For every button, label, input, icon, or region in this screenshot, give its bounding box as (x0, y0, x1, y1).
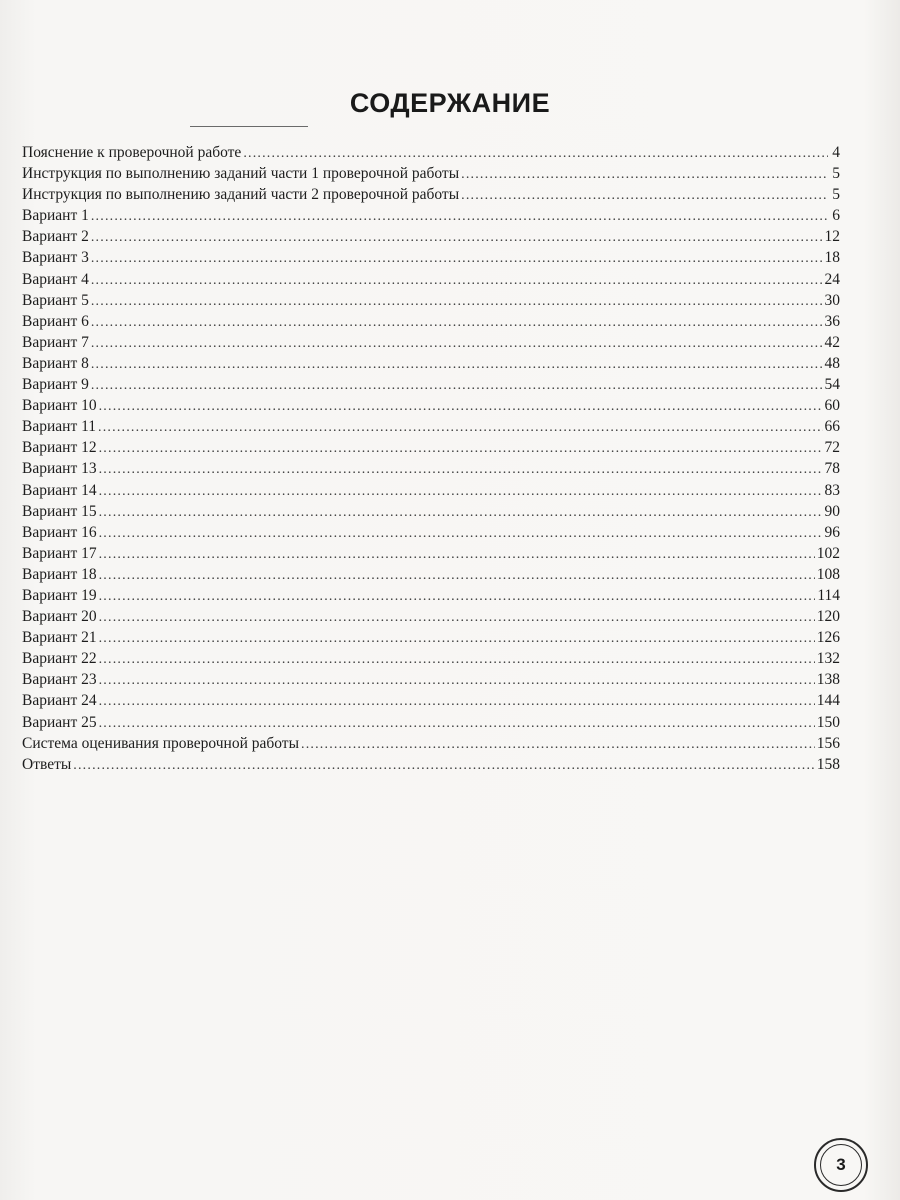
toc-leader-dots (99, 607, 815, 628)
toc-leader-dots (461, 185, 828, 206)
toc-entry[interactable] (22, 163, 840, 184)
toc-leader-dots (99, 396, 823, 417)
toc-leader-dots (73, 755, 814, 776)
toc-entry-page: 66 (824, 418, 840, 436)
toc-entry-label: Вариант 6 (22, 312, 89, 330)
toc-leader-dots (99, 649, 815, 670)
toc-entry[interactable] (22, 395, 840, 416)
toc-leader-dots (91, 206, 828, 227)
toc-entry-page: 108 (816, 565, 840, 583)
toc-entry[interactable] (22, 669, 840, 690)
toc-leader-dots (99, 670, 815, 691)
toc-entry[interactable] (22, 226, 840, 247)
toc-entry-label: Вариант 1 (22, 207, 89, 225)
toc-entry[interactable] (22, 564, 840, 585)
toc-leader-dots (91, 227, 823, 248)
toc-leader-dots (91, 375, 823, 396)
toc-entry-label: Вариант 22 (22, 650, 97, 668)
toc-leader-dots (99, 691, 815, 712)
toc-entry[interactable] (22, 712, 840, 733)
toc-entry[interactable] (22, 332, 840, 353)
toc-entry-page: 126 (816, 629, 840, 647)
toc-entry-page: 158 (816, 755, 840, 773)
toc-entry[interactable] (22, 416, 840, 437)
toc-entry-page: 138 (816, 671, 840, 689)
toc-leader-dots (99, 586, 816, 607)
toc-entry[interactable] (22, 627, 840, 648)
toc-entry[interactable] (22, 458, 840, 479)
toc-entry-page: 72 (824, 439, 840, 457)
toc-entry-label: Вариант 12 (22, 439, 97, 457)
toc-entry-label: Вариант 24 (22, 692, 97, 710)
toc-entry-page: 54 (824, 376, 840, 394)
toc-entry-page: 102 (816, 544, 840, 562)
toc-entry-label: Вариант 16 (22, 523, 97, 541)
toc-entry-label: Вариант 3 (22, 249, 89, 267)
toc-leader-dots (91, 248, 823, 269)
toc-entry[interactable] (22, 501, 840, 522)
toc-entry-label: Ответы (22, 755, 72, 773)
toc-entry-page: 36 (824, 312, 840, 330)
toc-entry-label: Вариант 18 (22, 565, 97, 583)
toc-entry-page: 30 (824, 291, 840, 309)
toc-entry-page: 150 (816, 713, 840, 731)
toc-leader-dots (91, 291, 823, 312)
toc-entry-page: 42 (824, 333, 840, 351)
toc-entry-label: Вариант 9 (22, 376, 89, 394)
toc-entry-label: Вариант 25 (22, 713, 97, 731)
toc-entry-page: 24 (824, 270, 840, 288)
toc-entry[interactable] (22, 522, 840, 543)
toc-entry-page: 90 (824, 502, 840, 520)
toc-entry-label: Вариант 19 (22, 586, 97, 604)
toc-entry-label: Вариант 5 (22, 291, 89, 309)
toc-entry-label: Вариант 8 (22, 354, 89, 372)
toc-entry-label: Вариант 20 (22, 608, 97, 626)
toc-entry[interactable] (22, 353, 840, 374)
toc-entry-page: 144 (816, 692, 840, 710)
toc-entry-label: Вариант 17 (22, 544, 97, 562)
toc-leader-dots (91, 354, 823, 375)
toc-entry-label: Пояснение к проверочной работе (22, 144, 242, 161)
toc-entry-page: 18 (824, 249, 840, 267)
toc-leader-dots (99, 459, 823, 480)
toc-leader-dots (243, 143, 828, 164)
toc-entry-page: 48 (824, 354, 840, 372)
toc-leader-dots (99, 565, 815, 586)
toc-entry-label: Вариант 7 (22, 333, 89, 351)
toc-entry-page: 6 (832, 207, 840, 225)
toc-entry-label: Инструкция по выполнению заданий части 1 проверочной работы (22, 165, 460, 183)
page-title: СОДЕРЖАНИЕ (349, 88, 551, 118)
toc-leader-dots (91, 312, 823, 333)
toc-entry-label: Инструкция по выполнению заданий части 2 проверочной работы (22, 186, 460, 204)
toc-entry[interactable] (22, 648, 840, 669)
toc-entry-label: Вариант 21 (22, 629, 97, 647)
toc-entry[interactable] (22, 247, 840, 268)
page-number-badge (814, 1138, 868, 1192)
toc-entry[interactable] (22, 269, 840, 290)
toc-entry-page: 60 (824, 397, 840, 415)
toc-leader-dots (99, 713, 815, 734)
toc-leader-dots (461, 164, 828, 185)
toc-leader-dots (99, 481, 823, 502)
toc-entry-page: 12 (824, 228, 840, 246)
title-rule (190, 126, 308, 127)
toc-entry-page: 156 (816, 734, 840, 752)
toc-entry-page: 114 (817, 586, 840, 604)
toc-entry[interactable] (22, 543, 840, 564)
toc-entry-page: 5 (832, 186, 840, 204)
toc-leader-dots (99, 544, 815, 565)
toc-entry-label: Вариант 23 (22, 671, 97, 689)
toc-entry-page: 132 (816, 650, 840, 668)
toc-entry[interactable] (22, 142, 840, 163)
toc-entry[interactable] (22, 585, 840, 606)
toc-leader-dots (99, 523, 823, 544)
toc-entry-page: 5 (832, 165, 840, 183)
toc-entry-page: 96 (824, 523, 840, 541)
toc-entry[interactable] (22, 606, 840, 627)
toc-entry-label: Вариант 2 (22, 228, 89, 246)
toc-entry[interactable] (22, 205, 840, 226)
toc-leader-dots (91, 333, 823, 354)
toc-entry-label: Вариант 10 (22, 397, 97, 415)
toc-entry-page: 83 (824, 481, 840, 499)
toc-entry-label: Система оценивания проверочной работы (22, 734, 299, 752)
toc-entry[interactable] (22, 480, 840, 501)
toc-entry[interactable] (22, 311, 840, 332)
toc-entry[interactable] (22, 754, 840, 775)
toc-entry-label: Вариант 15 (22, 502, 97, 520)
toc-entry[interactable] (22, 690, 840, 711)
toc-entry-label: Вариант 13 (22, 460, 97, 478)
toc-leader-dots (301, 734, 815, 755)
toc-entry[interactable] (22, 437, 840, 458)
toc-entry-label: Вариант 14 (22, 481, 97, 499)
toc-entry[interactable] (22, 290, 840, 311)
toc-entry-page: 4 (832, 144, 840, 161)
toc-leader-dots (91, 270, 823, 291)
toc-leader-dots (99, 628, 815, 649)
toc-entry-page: 120 (816, 608, 840, 626)
toc-entry[interactable] (22, 374, 840, 395)
toc-entry-label: Вариант 4 (22, 270, 89, 288)
toc-entry[interactable] (22, 184, 840, 205)
toc-leader-dots (99, 438, 823, 459)
page-number: 3 (820, 1144, 862, 1186)
toc-entry-page: 78 (824, 460, 840, 478)
toc-leader-dots (99, 502, 823, 523)
table-of-contents (22, 142, 840, 775)
toc-entry[interactable] (22, 733, 840, 754)
toc-leader-dots (98, 417, 822, 438)
toc-entry-label: Вариант 11 (22, 418, 97, 436)
